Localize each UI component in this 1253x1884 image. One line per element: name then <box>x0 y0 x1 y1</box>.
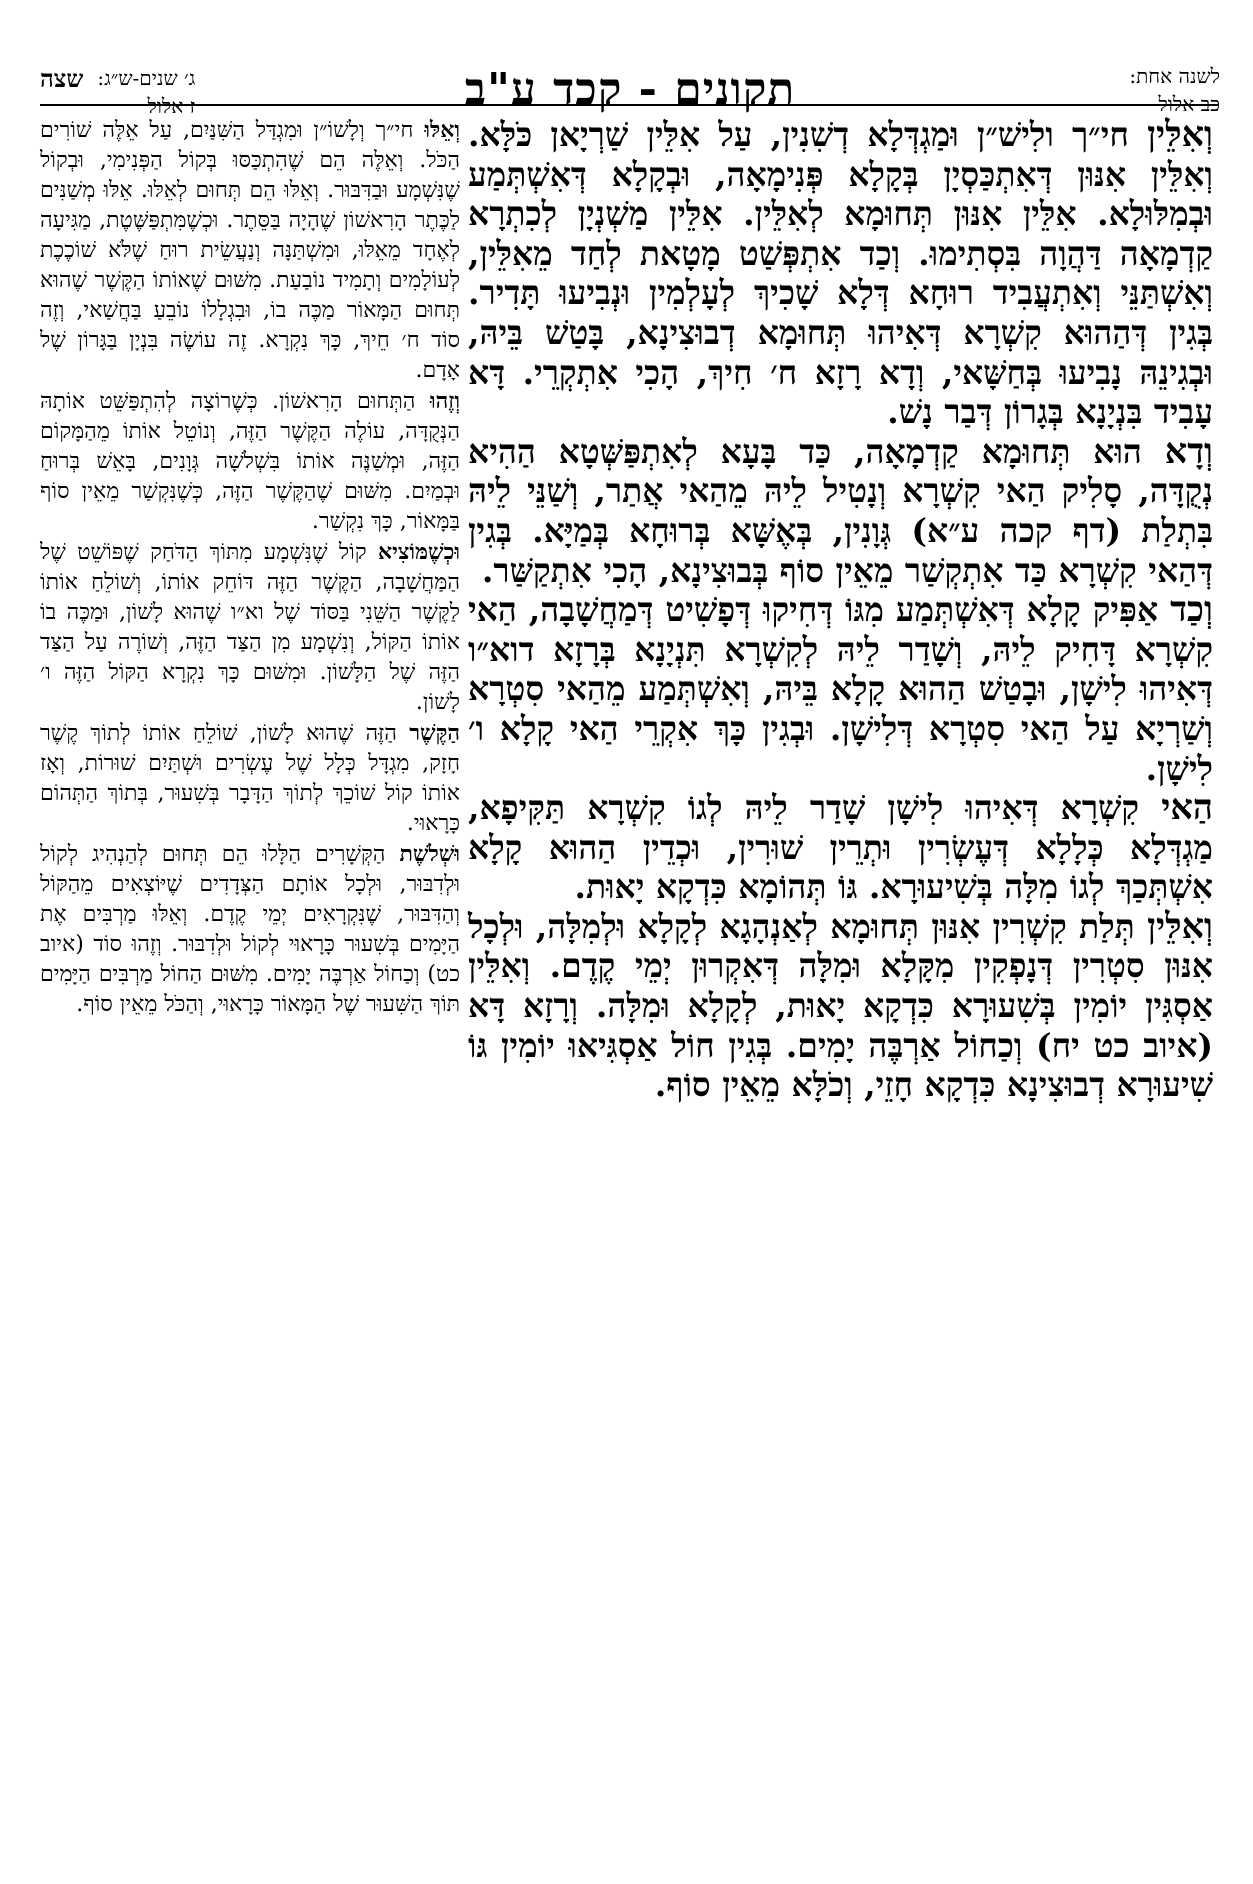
page-number: שצה <box>40 64 84 93</box>
paragraph-lead-word: וְאִלֵּין <box>1147 114 1213 155</box>
paragraph-text: תְּלַת קִשְׁרִין אִנּוּן תְּחוּמָא לְאַנְהָגָא לְקָלָא וּלְמִלָּה, וּלְכָל אִנּוּן סִטְרִין דְּנָפְקִין מִקָּלָא וּמִלָּה דְּאִקְרוּן יְמֵי קֶדֶם. וְאִלֵּין אַסְגִּין יוֹמִין בְּשִׁעוּרָא כִּדְקָא יָאוּת, לְקָלָא וּמִלָּה. וְרָזָא דָּא (איוב כט יח) וְכַחוֹל אַרְבֶּה יָמִים. בְּגִין חוֹל אַסְגִּיאוּ יוֹמִין גּוֹ שִׁיעוּרָא דְבוּצִינָא כִּדְקָא חָזֵי, וְכֹלָּא מֵאֵין סוֹף. <box>468 906 1213 1105</box>
paragraph-lead-word: וְאִלֵּין <box>1147 905 1213 947</box>
main-paragraph <box>468 590 1213 788</box>
paragraph-text: חי״ך וְלָשׁוֹ״ן וּמִגְדַּל הַשִּׁנַּיִם, עַל אֵלֶּה שׁוֹרִים הַכֹּל. וְאֵלֶּה הֵם שֶׁהִתְכַּסּוּ בְּקוֹל הַפְּנִימִי, וּבְקוֹל שֶׁנִּשְׁמָע וּבַדִּבּוּר. וְאֵלּוּ הֵם תְּחוּם לְאֵלּוּ. אֵלּוּ מְשַׁנִּים לַכֶּתֶר הָרִאשׁוֹן שֶׁהָיָה בַּסֵּתֶר. וּכְשֶׁמִּתְפַּשֶּׁטֶת, מַגִּיעָה לְאֶחָד מֵאֵלּוּ, וּמִשְׁתַּנָּה וְנַעֲשֵׂית רוּחַ שֶׁלֹּא שׁוֹכֶכֶת לְעוֹלָמִים וְתָמִיד נוֹבַעַת. מִשּׁוּם שֶׁאוֹתוֹ הַקֶּשֶׁר שֶׁהוּא תְּחוּם הַמָּאוֹר מַכֶּה בוֹ, וּבִגְלָלוֹ נוֹבֵעַ בַּחֲשַׁאי, וְזֶה סוֹד ח׳ חֵיךְ, כָּךְ נִקְרָא. זֶה עוֹשֶׂה בִּנְיָן בַּגָּרוֹן שֶׁל אָדָם. <box>40 118 460 383</box>
side-paragraph <box>40 718 460 839</box>
study-date-label: כב אלול <box>1158 92 1220 116</box>
schedule-three-years-label: ג׳ שנים-ש״ג: <box>97 66 196 90</box>
side-paragraph <box>40 115 460 386</box>
header-rule <box>40 104 1218 106</box>
side-paragraph <box>40 537 460 718</box>
paragraph-lead-word: הַאי <box>1161 787 1213 829</box>
paragraph-text: קוֹל שֶׁנִּשְׁמָע מִתּוֹךְ הַדֹּחַק שֶׁפּוֹשֵׁט שֶׁל הַמַּחֲשָׁבָה, הַקֶּשֶׁר הַזֶּה דּוֹחֵק אוֹתוֹ, וְשׁוֹלֵחַ אוֹתוֹ לַקֶּשֶׁר הַשֵּׁנִי בַּסּוֹד שֶׁל וא״ו שֶׁהוּא לָשׁוֹן, וּמַכֶּה בוֹ אוֹתוֹ הַקּוֹל, וְנִשְׁמָע מִן הַצַּד הַזֶּה, וְשׁוֹרֶה עַל הַצַּד הַזֶּה שֶׁל הַלָּשׁוֹן. וּמִשּׁוּם כָּךְ נִקְרָא הַקּוֹל הַזֶּה ו׳ לָשׁוֹן. <box>40 540 460 715</box>
main-paragraph <box>468 432 1213 590</box>
paragraph-text: הַזֶּה שֶׁהוּא לָשׁוֹן, שׁוֹלֵחַ אוֹתוֹ לְתוֹךְ קֶשֶׁר חָזָק, מִגְדָּל כְּלָל שֶׁל עֶשְׂרִים וּשְׁתַּיִם שׁוּרוֹת, וְאָז אוֹתוֹ קוֹל שׁוֹכֵךְ לְתוֹךְ הַדָּבָר בְּשִׁעוּר, בְּתוֹךְ הַתְּהוֹם כָּרָאוּי. <box>40 721 460 836</box>
main-paragraph <box>468 115 1213 432</box>
paragraph-text: קִשְׁרָא דְּאִיהוּ לִישָׁן שָׁדַר לֵיהּ לְגוֹ קִשְׁרָא תַּקִּיפָא, מַגְדְּלָא כְּלָלָא דְּעֶשְׂרִין וּתְרֵין שׁוּרִין, וּכְדֵין הַהוּא קָלָא אִשְׁתְּכַךְ לְגוֹ מִלָּה בְּשִׁיעוּרָא. גּוֹ תְּהוֹמָא כִּדְקָא יָאוּת. <box>468 788 1213 907</box>
side-paragraph <box>40 386 460 537</box>
side-paragraph <box>40 839 460 1020</box>
paragraph-lead-word: וְזֶהוּ <box>429 388 460 414</box>
paragraph-text: חי״ך ולִישׁ״ן וּמַגְדְּלָא דְשִׁנִין, עַל אִלֵּין שַׁרְיָאן כֹּלָּא. וְאִלֵּין אִנּוּן דְּאִתְכַּסְיָן בְּקָלָא פְּנִימָאָה, וּבְקָלָא דְּאִשְׁתְּמַע וּבְמִלּוּלָא. אִלֵּין אִנּוּן תְּחוּמָא לְאִלֵּין. אִלֵּין מַשְׁנְיָן לְכִתְרָא קַדְמָאָה דַּהֲוָה בִּסְתִימוּ. וְכַד אִתְפְּשַׁט מָטָאת לְחַד מֵאִלֵּין, וְאִשְׁתַּנֵּי וְאִתְעֲבִיד רוּחָא דְּלָא שָׁכִיךְ לְעָלְמִין וּנְבִיעוּ תָּדִיר. בְּגִין דְּהַהוּא קִשְׁרָא דְּאִיהוּ תְּחוּמָא דְבוּצִינָא, בָּטַשׁ בֵּיהּ, וּבְגִינֵהּ נָבִיעוּ בְּחַשָּׁאי, וְדָא רָזָא ח׳ חִיךְ, הָכִי אִתְקְרֵי. דָּא עָבִיד בִּנְיָנָא בְּגָרוֹן דְּבַר נָשׁ. <box>468 115 1213 432</box>
page-title: תקונים - קכד ע"ב <box>464 64 796 115</box>
main-paragraph <box>468 907 1213 1105</box>
paragraph-lead-word: וְדָא <box>1164 430 1213 472</box>
paragraph-lead-word: וּכְשֶׁמּוֹצִיא <box>377 539 460 565</box>
paragraph-text: הוּא תְּחוּמָא קַדְמָאָה, כַּד בָּעָא לְאִתְפַּשְּׁטָא הַהִיא נְקֻדָּה, סָלִיק הַאי קִשְׁרָא וְנָטִיל לֵיהּ מֵהַאי אֲתַר, וְשַׁנֵּי לֵיהּ בִּתְלַת (דף קכה ע״א) גְּוָנִין, בְּאֶשָּׁא בְּרוּחָא בְּמַיָּא. בְּגִין דְּהַאי קִשְׁרָא כַּד אִתְקְשַׁר מֵאֵין סוֹף בְּבוּצִינָא, הָכִי אִתְקַשַּׁר. <box>468 431 1213 590</box>
paragraph-text: הַקְּשָׁרִים הַלָּלוּ הֵם תְּחוּם לְהַנְהִיג לְקוֹל וּלְדִבּוּר, וּלְכָל אוֹתָם הַצְּדָדִים שֶׁיּוֹצְאִים מֵהַקּוֹל וְהַדִּבּוּר, שֶׁנִּקְרָאִים יְמֵי קֶדֶם. וְאֵלּוּ מַרְבִּים אֶת הַיָּמִים בְּשִׁעוּר כָּרָאוּי לְקוֹל וּלְדִבּוּר. וְזֶהוּ סוֹד (איוב כט) וְכַחוֹל אַרְבֶּה יָמִים. מִשּׁוּם הַחוֹל מַרְבִּים הַיָּמִים תּוֹךְ הַשִּׁעוּר שֶׁל הַמָּאוֹר כָּרָאוּי, וְהַכֹּל מֵאֵין סוֹף. <box>40 842 460 1017</box>
header-left <box>40 64 195 120</box>
paragraph-lead-word: הַקֶּשֶׁר <box>409 720 460 746</box>
paragraph-text: אַפִּיק קָלָא דְּאִשְׁתְּמַע מִגּוֹ דְּחִיקוּ דְּפָשִׁיט דְּמַחֲשָׁבָה, הַאי קִשְׁרָא דָּחִיק לֵיהּ, וְשָׁדַר לֵיהּ לְקִשְׁרָא תִּנְיָנָא בְּרָזָא דוא״ו דְּאִיהוּ לִישָׁן, וּבָטַשׁ הַהוּא קָלָא בֵּיהּ, וְאִשְׁתְּמַע מֵהַאי סִטְרָא וְשַׁרְיָא עַל הַאי סִטְרָא דְּלִישָׁן. וּבְגִין כָּךְ אִקְרֵי הַאי קָלָא ו׳ לִישָׁן. <box>468 590 1213 788</box>
main-paragraph <box>468 788 1213 907</box>
study-schedule-label: לשנה אחת: <box>1129 64 1220 88</box>
paragraph-lead-word: וְאֵלּוּ <box>424 117 460 143</box>
paragraph-text: הַתְּחוּם הָרִאשׁוֹן. כְּשֶׁרוֹצָה לְהִתְפַּשֵּׁט אוֹתָהּ הַנְּקֻדָּה, עוֹלֶה הַקֶּשֶׁר הַזֶּה, וְנוֹטֵל אוֹתוֹ מֵהַמָּקוֹם הַזֶּה, וּמְשַׁנֶּה אוֹתוֹ בִּשְׁלֹשָׁה גְּוָנִים, בָּאֵשׁ בְּרוּחַ וּבְמַיִם. מִשּׁוּם שֶׁהַקֶּשֶׁר הַזֶּה, כְּשֶׁנִּקְשַׁר מֵאֵין סוֹף בַּמָּאוֹר, כָּךְ נִקְשַׁר. <box>40 389 460 534</box>
schedule-date-label: ז אלול <box>147 94 196 118</box>
paragraph-lead-word: וּשְׁלֹשֶׁת <box>399 841 460 867</box>
paragraph-lead-word: וְכַד <box>1170 589 1213 631</box>
hebrew-translation-column <box>40 115 460 1795</box>
aramaic-main-text <box>468 115 1213 1755</box>
